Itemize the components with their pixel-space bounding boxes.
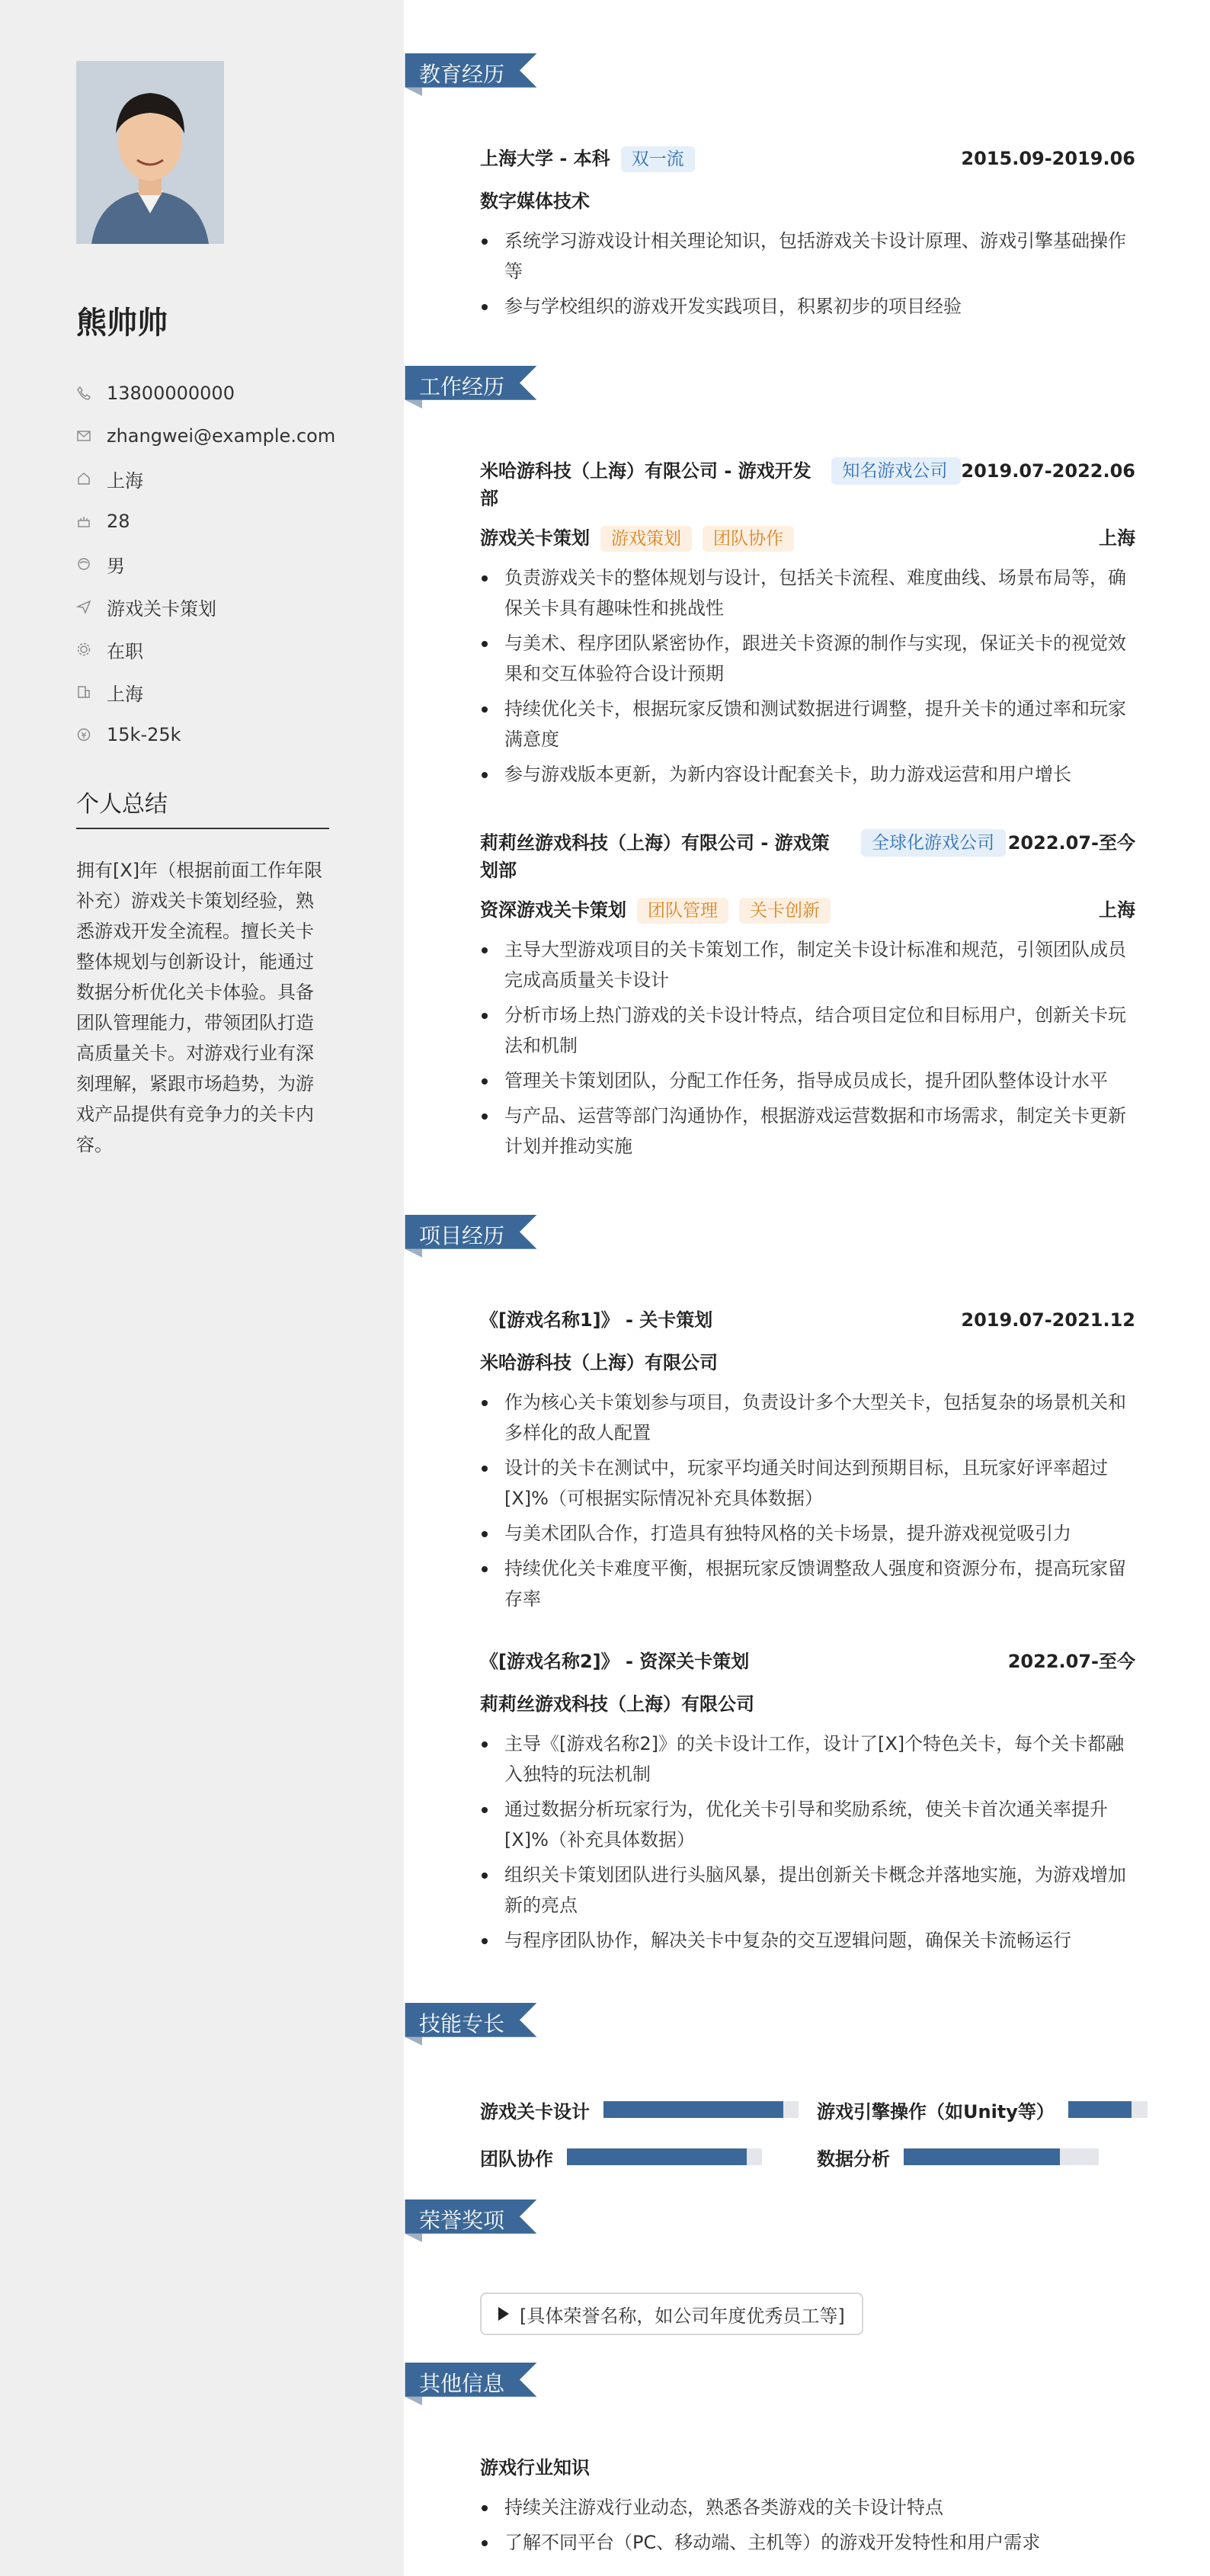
- list-item: 与程序团队协作，解决关卡中复杂的交互逻辑问题，确保关卡流畅运行: [480, 1925, 1135, 1956]
- project-date: 2022.07-至今: [1007, 1651, 1135, 1672]
- section-header-work: [389, 366, 553, 419]
- list-item: 持续优化关卡难度平衡，根据玩家反馈调整敌人强度和资源分布，提高玩家留存率: [480, 1553, 1135, 1614]
- skills-title: 技能专长: [419, 2011, 505, 2036]
- list-item: 与产品、运营等部门沟通协作，根据游戏运营数据和市场需求，制定关卡更新计划并推动实施: [480, 1101, 1135, 1161]
- summary-divider: [76, 828, 329, 829]
- skill-row: [480, 2094, 799, 2125]
- play-icon: [498, 2307, 509, 2321]
- awards-title: 荣誉奖项: [419, 2208, 505, 2233]
- info-phone: [76, 372, 381, 415]
- role-row: [480, 524, 794, 552]
- list-item: 主导大型游戏项目的关卡策划工作，制定关卡设计标准和规范，引领团队成员完成高质量关卡设计: [480, 934, 1135, 995]
- section-header-other: [389, 2363, 553, 2416]
- list-item: 通过数据分析玩家行为，优化关卡引导和奖励系统，使关卡首次通关率提升[X]%（补充具体数据）: [480, 1794, 1135, 1855]
- list-item: 作为核心关卡策划参与项目，负责设计多个大型关卡，包括复杂的场景机关和多样化的敌人配置: [480, 1387, 1135, 1448]
- position-text: 游戏关卡策划: [107, 598, 216, 620]
- skill-bar-fill: [904, 2148, 1060, 2165]
- work-city: 上海: [1099, 899, 1135, 921]
- email-text: zhangwei@example.com: [107, 425, 336, 447]
- list-item: 主导《[游戏名称2]》的关卡设计工作，设计了[X]个特色关卡，每个关卡都融入独特的玩法机制: [480, 1729, 1135, 1789]
- list-item: 负责游戏关卡的整体规划与设计，包括关卡流程、难度曲线、场景布局等，确保关卡具有趣味性和挑战性: [480, 562, 1135, 623]
- skill-name: 游戏引擎操作（如Unity等）: [817, 2100, 1055, 2123]
- skill-bar: [567, 2148, 762, 2165]
- projects-title: 项目经历: [419, 1223, 505, 1248]
- project-entry-2: [480, 1648, 1135, 1960]
- gender-text: 男: [107, 555, 125, 577]
- project-company: 莉莉丝游戏科技（上海）有限公司: [480, 1693, 754, 1715]
- section-header-education: [389, 53, 553, 107]
- gender-icon: [76, 556, 91, 572]
- project-entry-1: [480, 1306, 1135, 1619]
- list-item: 了解不同平台（PC、移动端、主机等）的游戏开发特性和用户需求: [480, 2527, 1135, 2558]
- school-tag: 双一流: [621, 146, 695, 172]
- age-text: 28: [107, 511, 130, 532]
- role-name: 资深游戏关卡策划: [480, 899, 626, 921]
- cake-icon: [76, 514, 91, 529]
- salary-text: 15k-25k: [107, 724, 181, 745]
- skill-bar: [904, 2148, 1099, 2165]
- other-bullets: [480, 2492, 1135, 2558]
- candidate-name: 熊帅帅: [76, 306, 168, 341]
- skill-bar: [603, 2101, 799, 2118]
- school-row: [480, 145, 695, 172]
- list-item: 分析市场上热门游戏的关卡设计特点，结合项目定位和目标用户，创新关卡玩法和机制: [480, 1000, 1135, 1061]
- major: 数字媒体技术: [480, 191, 590, 212]
- education-title: 教育经历: [419, 62, 505, 87]
- list-item: 持续关注游戏行业动态，熟悉各类游戏的关卡设计特点: [480, 2492, 1135, 2523]
- company-tag-wrap: [846, 829, 1008, 857]
- list-item: 设计的关卡在测试中，玩家平均通关时间达到预期目标，且玩家好评率超过[X]%（可根据实际情况补充具体数据）: [480, 1453, 1135, 1514]
- skill-bar-fill: [603, 2101, 783, 2118]
- work-bullets: [480, 562, 1135, 790]
- summary-title: 个人总结: [76, 791, 168, 818]
- skill-name: 游戏关卡设计: [480, 2100, 590, 2123]
- school-name: 上海大学 - 本科: [480, 148, 610, 169]
- section-header-projects: [389, 1215, 553, 1268]
- project-bullets: [480, 1387, 1135, 1614]
- company-tag: 知名游戏公司: [831, 457, 961, 485]
- info-gender: [76, 543, 381, 585]
- award-item[interactable]: [480, 2292, 863, 2335]
- skill-bar: [1068, 2101, 1148, 2118]
- skill-tag: 团队协作: [703, 526, 794, 552]
- skill-row: [817, 2142, 1099, 2172]
- other-subtitle: 游戏行业知识: [480, 2457, 590, 2478]
- avatar-photo-icon: [76, 61, 224, 244]
- work-entry-1: [480, 457, 1135, 794]
- home-icon: [76, 471, 91, 486]
- coin-icon: [76, 727, 91, 742]
- list-item: 参与游戏版本更新，为新内容设计配套关卡，助力游戏运营和用户增长: [480, 759, 1135, 790]
- list-item: 与美术、程序团队紧密协作，跟进关卡资源的制作与实现，保证关卡的视觉效果和交互体验符合设计预期: [480, 628, 1135, 689]
- section-header-awards: [389, 2200, 553, 2253]
- work-date: 2019.07-2022.06: [961, 460, 1135, 482]
- list-item: 持续优化关卡，根据玩家反馈和测试数据进行调整，提升关卡的通过率和玩家满意度: [480, 694, 1135, 755]
- contact-info-list: [76, 372, 381, 756]
- building-icon: [76, 684, 91, 700]
- skill-tag: 关卡创新: [739, 898, 831, 924]
- phone-icon: [76, 386, 91, 401]
- list-item: 系统学习游戏设计相关理论知识，包括游戏关卡设计原理、游戏引擎基础操作等: [480, 226, 1135, 287]
- company-name: 米哈游科技（上海）有限公司 - 游戏开发部: [480, 460, 811, 509]
- education-entry: [480, 145, 1135, 326]
- sidebar: [0, 0, 404, 2576]
- info-email: [76, 415, 381, 457]
- status-text: 在职: [107, 640, 143, 662]
- project-name: 《[游戏名称1]》 - 关卡策划: [480, 1309, 713, 1331]
- phone-text: 13800000000: [107, 383, 235, 404]
- location-text: 上海: [107, 469, 143, 492]
- info-city: [76, 671, 381, 713]
- skill-bar-fill: [567, 2148, 747, 2165]
- mail-icon: [76, 428, 91, 444]
- summary-text: 拥有[X]年（根据前面工作年限补充）游戏关卡策划经验，熟悉游戏开发全流程。擅长关卡整体规划与创新设计，能通过数据分析优化关卡体验。具备团队管理能力，带领团队打造高质量关卡。对游戏行业有深刻理解，紧跟市场趋势，为游戏产品提供有竞争力的关卡内容。: [76, 860, 323, 1155]
- list-item: 参与学校组织的游戏开发实践项目，积累初步的项目经验: [480, 291, 1135, 322]
- project-bullets: [480, 1729, 1135, 1956]
- info-age: [76, 500, 381, 543]
- project-date: 2019.07-2021.12: [961, 1309, 1135, 1331]
- other-info-entry: [480, 2454, 1135, 2562]
- info-salary: [76, 713, 381, 756]
- work-bullets: [480, 934, 1135, 1161]
- info-location: [76, 457, 381, 500]
- list-item: 与美术团队合作，打造具有独特风格的关卡场景，提升游戏视觉吸引力: [480, 1518, 1135, 1549]
- skill-tag: 团队管理: [637, 898, 728, 924]
- info-status: [76, 628, 381, 671]
- company-tag-wrap: [816, 457, 961, 485]
- work-title: 工作经历: [419, 374, 505, 399]
- education-date: 2015.09-2019.06: [961, 148, 1135, 169]
- skill-name: 团队协作: [480, 2148, 553, 2170]
- profile-photo: [76, 61, 224, 244]
- project-name: 《[游戏名称2]》 - 资深关卡策划: [480, 1651, 750, 1672]
- project-company: 米哈游科技（上海）有限公司: [480, 1352, 718, 1373]
- company-name: 莉莉丝游戏科技（上海）有限公司 - 游戏策划部: [480, 832, 830, 881]
- other-title: 其他信息: [419, 2371, 505, 2396]
- info-position: [76, 585, 381, 628]
- skill-tag: 游戏策划: [600, 526, 692, 552]
- gear-icon: [76, 642, 91, 657]
- skill-name: 数据分析: [817, 2148, 890, 2170]
- work-entry-2: [480, 829, 1135, 1166]
- skill-row: [817, 2094, 1148, 2125]
- work-date: 2022.07-至今: [1007, 832, 1135, 854]
- award-text: [具体荣誉名称，如公司年度优秀员工等]: [520, 2305, 845, 2327]
- role-row: [480, 896, 831, 924]
- skill-row: [480, 2142, 762, 2172]
- send-icon: [76, 599, 91, 614]
- role-name: 游戏关卡策划: [480, 527, 590, 549]
- section-header-skills: [389, 2003, 553, 2056]
- skill-bar-fill: [1068, 2101, 1132, 2118]
- education-bullets: [480, 226, 1135, 322]
- list-item: 管理关卡策划团队，分配工作任务，指导成员成长，提升团队整体设计水平: [480, 1065, 1135, 1096]
- work-city: 上海: [1099, 527, 1135, 549]
- list-item: 组织关卡策划团队进行头脑风暴，提出创新关卡概念并落地实施，为游戏增加新的亮点: [480, 1860, 1135, 1921]
- city-text: 上海: [107, 683, 143, 705]
- company-tag: 全球化游戏公司: [861, 829, 1006, 857]
